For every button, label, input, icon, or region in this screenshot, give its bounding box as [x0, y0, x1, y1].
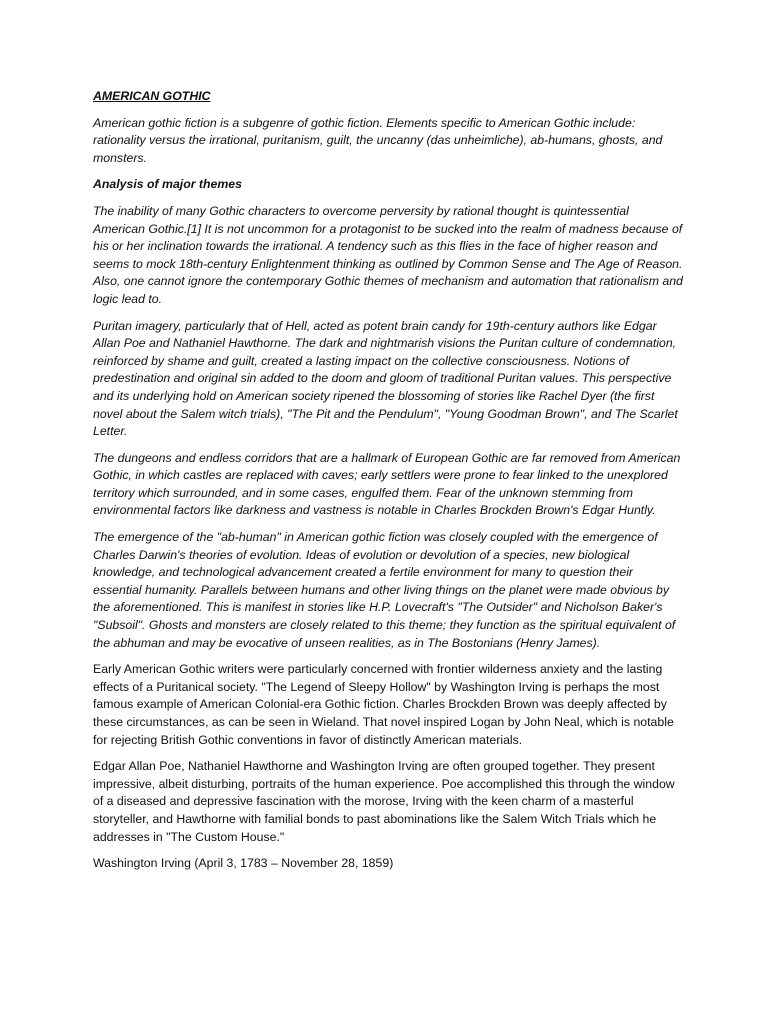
intro-paragraph: American gothic fiction is a subgenre of gothic fiction. Elements specific to American Gothic include: rationality versus the irrational, puritanism, guilt, the uncanny (das unheimliche), ab-humans, ghosts, and monsters. [93, 115, 663, 165]
paragraph-ab-human: The emergence of the "ab-human" in American gothic fiction was closely coupled with the emergence of Charles Darwin's theories of evolution. Ideas of evolution or devolution of a species, new biological knowledge, and technological advancement created a fertile environment for many to question their essential humanity. Parallels between humans and other living things on the planet were made obvious by the aforementioned. This is manifest in stories like H.P. Lovecraft's "The Outsider" and Nicholson Baker's "Subsoil". Ghosts and monsters are closely related to this theme; they function as the spiritual equivalent of the abhuman and may be evocative of unseen realities, as in The Bostonians (Henry James). [93, 530, 676, 650]
paragraph-early-writers: Early American Gothic writers were particularly concerned with frontier wilderness anxiety and the lasting effects of a Puritanical society. "The Legend of Sleepy Hollow" by Washington Irving is perhaps the most famous example of American Colonial-era Gothic fiction. Charles Brockden Brown was deeply affected by these circumstances, as can be seen in Wieland. That novel inspired Logan by John Neal, which is notable for rejecting British Gothic conventions in favor of distinctly American materials. [93, 662, 674, 747]
paragraph-irving-dates: Washington Irving (April 3, 1783 – November 28, 1859) [93, 856, 394, 871]
paragraph-puritan: Puritan imagery, particularly that of Hell, acted as potent brain candy for 19th-century authors like Edgar Allan Poe and Nathaniel Hawthorne. The dark and nightmarish visions the Puritan culture of condemnation, reinforced by shame and guilt, created a lasting impact on the collective consciousness. Notions of predestination and original sin added to the doom and gloom of traditional Puritan values. This perspective and its underlying hold on American society ripened the blossoming of stories like Rachel Dyer (the first novel about the Salem witch trials), "The Pit and the Pendulum", "Young Goodman Brown", and The Scarlet Letter. [93, 318, 678, 439]
paragraph-poe-hawthorne-irving: Edgar Allan Poe, Nathaniel Hawthorne and Washington Irving are often grouped together. They present impressive, albeit disturbing, portraits of the human experience. Poe accomplished this through the window of a diseased and depressive fascination with the morose, Irving with the keen charm of a masterful storyteller, and Hawthorne with familial bonds to past abominations like the Salem Witch Trials which he addresses in "The Custom House." [93, 759, 675, 844]
document-page [93, 88, 683, 882]
section-heading: Analysis of major themes [93, 177, 242, 192]
paragraph-caves: The dungeons and endless corridors that are a hallmark of European Gothic are far removed from American Gothic, in which castles are replaced with caves; early settlers were prone to fear linked to the unexplored territory which surrounded, and in some cases, engulfed them. Fear of the unknown stemming from environmental factors like darkness and vastness is notable in Charles Brockden Brown's Edgar Huntly. [93, 450, 681, 518]
paragraph-rationality: The inability of many Gothic characters to overcome perversity by rational thought is quintessential American Gothic.[1] It is not uncommon for a protagonist to be sucked into the realm of madness because of his or her inclination towards the irrational. A tendency such as this flies in the face of higher reason and seems to mock 18th-century Enlightenment thinking as outlined by Common Sense and The Age of Reason. Also, one cannot ignore the contemporary Gothic themes of mechanism and automation that rationalism and logic lead to. [93, 203, 683, 306]
document-title: AMERICAN GOTHIC [93, 89, 211, 103]
